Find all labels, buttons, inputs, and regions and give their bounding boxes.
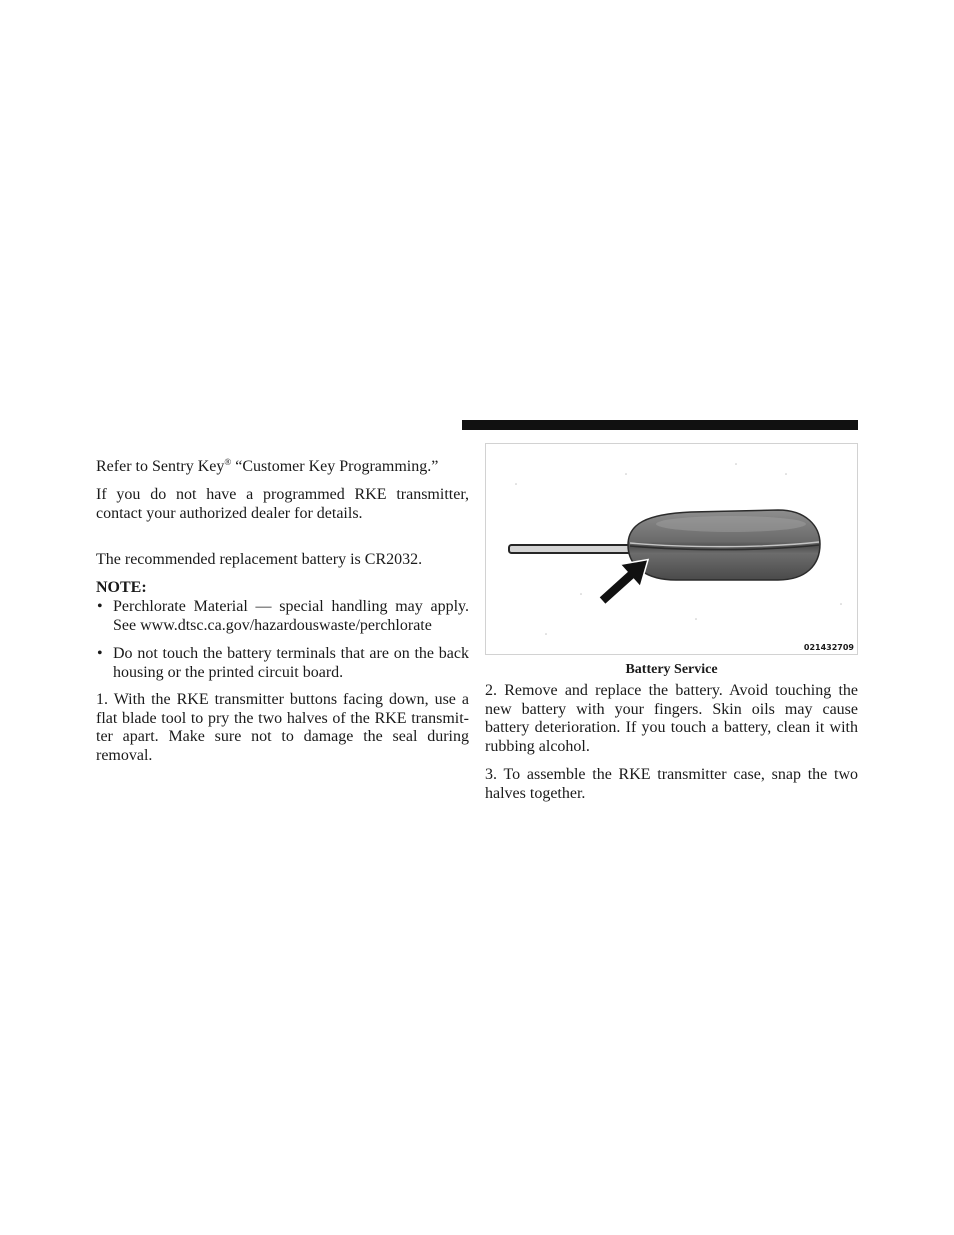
step-2-paragraph xyxy=(485,682,858,757)
fob-body xyxy=(628,510,820,580)
step-line: rubbing alcohol. xyxy=(485,738,590,756)
replacement-battery-paragraph xyxy=(96,551,469,570)
bullet-line: Perchlorate Material — special handling may apply. xyxy=(113,598,469,615)
no-transmitter-paragraph xyxy=(96,486,469,523)
step-line: 1. With the RKE transmitter buttons facing down, use a xyxy=(96,691,469,708)
step-1-paragraph xyxy=(96,691,469,766)
bullet-icon: • xyxy=(97,598,103,615)
reference-text-start: Refer to Sentry Key xyxy=(96,458,225,475)
image-code: 021432709 xyxy=(803,643,854,652)
section-rule-bar xyxy=(462,420,858,430)
registered-mark: ® xyxy=(224,457,232,467)
step-3-paragraph xyxy=(485,766,858,803)
bullet-item-battery-terminals xyxy=(113,645,469,682)
step-line: halves together. xyxy=(485,784,586,802)
bullet-icon: • xyxy=(97,645,103,662)
battery-service-figure xyxy=(485,443,858,655)
step-line: 3. To assemble the RKE transmitter case, snap the two xyxy=(485,766,858,783)
sentry-key-reference xyxy=(96,458,469,477)
figure-caption: Battery Service xyxy=(625,662,718,677)
step-line: flat blade tool to pry the two halves of the RKE transmit- xyxy=(96,709,469,727)
step-line: removal. xyxy=(96,747,153,765)
key-blade xyxy=(509,545,637,553)
reference-text-end: “Customer Key Programming.” xyxy=(231,458,439,475)
step-line: new battery with your fingers. Skin oils may cause xyxy=(485,700,858,718)
bullet-line: See www.dtsc.ca.gov/hazardouswaste/perchlorate xyxy=(113,616,432,634)
bullet-line: Do not touch the battery terminals that are on the back xyxy=(113,645,469,662)
paragraph-line: contact your authorized dealer for details. xyxy=(96,504,363,522)
step-line: battery deterioration. If you touch a battery, clean it with xyxy=(485,719,858,737)
bullet-line: housing or the printed circuit board. xyxy=(113,663,344,681)
step-line: ter apart. Make sure not to damage the seal during xyxy=(96,728,469,746)
sentry-key-reference-line xyxy=(96,458,469,477)
paragraph-line: If you do not have a programmed RKE transmitter, xyxy=(96,486,469,503)
bullet-item-perchlorate xyxy=(113,598,469,635)
paragraph-line: The recommended replacement battery is CR2032. xyxy=(96,551,423,568)
note-label: NOTE: xyxy=(96,579,147,596)
step-line: 2. Remove and replace the battery. Avoid touching the xyxy=(485,682,858,699)
key-fob-illustration xyxy=(486,444,857,654)
